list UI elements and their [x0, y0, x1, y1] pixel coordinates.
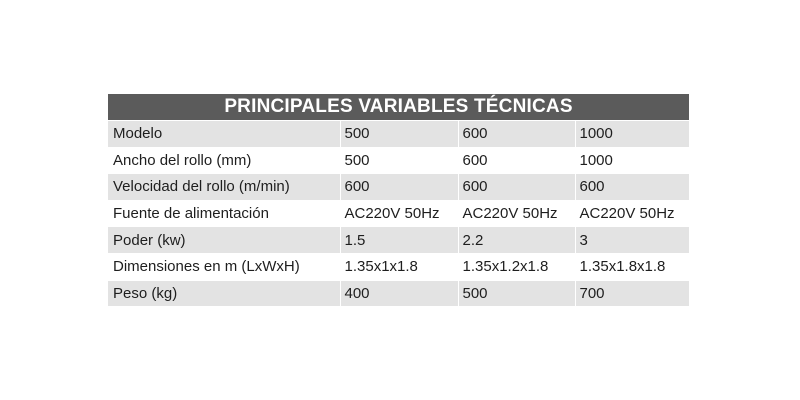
cell-value: 2.2: [458, 227, 575, 254]
cell-value: 1000: [575, 147, 689, 174]
table-row: [108, 253, 689, 280]
cell-value: 600: [458, 174, 575, 201]
cell-value: 600: [458, 121, 575, 148]
cell-value: 1.5: [340, 227, 458, 254]
cell-value: 500: [340, 121, 458, 148]
cell-value: 700: [575, 280, 689, 306]
cell-value: 1.35x1.2x1.8: [458, 253, 575, 280]
cell-value: 1.35x1.8x1.8: [575, 253, 689, 280]
row-label: Dimensiones en m (LxWxH): [108, 253, 340, 280]
row-label: Peso (kg): [108, 280, 340, 306]
table-row: [108, 121, 689, 148]
spec-table: [108, 94, 689, 306]
cell-value: 500: [458, 280, 575, 306]
cell-value: 600: [340, 174, 458, 201]
table-row: [108, 174, 689, 201]
table-row: [108, 280, 689, 306]
table-title-row: [108, 94, 689, 121]
cell-value: 3: [575, 227, 689, 254]
cell-value: 1000: [575, 121, 689, 148]
table-row: [108, 147, 689, 174]
row-label: Velocidad del rollo (m/min): [108, 174, 340, 201]
row-label: Ancho del rollo (mm): [108, 147, 340, 174]
row-label: Modelo: [108, 121, 340, 148]
cell-value: 600: [575, 174, 689, 201]
cell-value: 600: [458, 147, 575, 174]
cell-value: AC220V 50Hz: [458, 200, 575, 227]
cell-value: 1.35x1x1.8: [340, 253, 458, 280]
cell-value: AC220V 50Hz: [340, 200, 458, 227]
table-title: PRINCIPALES VARIABLES TÉCNICAS: [108, 94, 689, 121]
row-label: Fuente de alimentación: [108, 200, 340, 227]
table-row: [108, 227, 689, 254]
row-label: Poder (kw): [108, 227, 340, 254]
cell-value: 400: [340, 280, 458, 306]
cell-value: 500: [340, 147, 458, 174]
cell-value: AC220V 50Hz: [575, 200, 689, 227]
table-row: [108, 200, 689, 227]
